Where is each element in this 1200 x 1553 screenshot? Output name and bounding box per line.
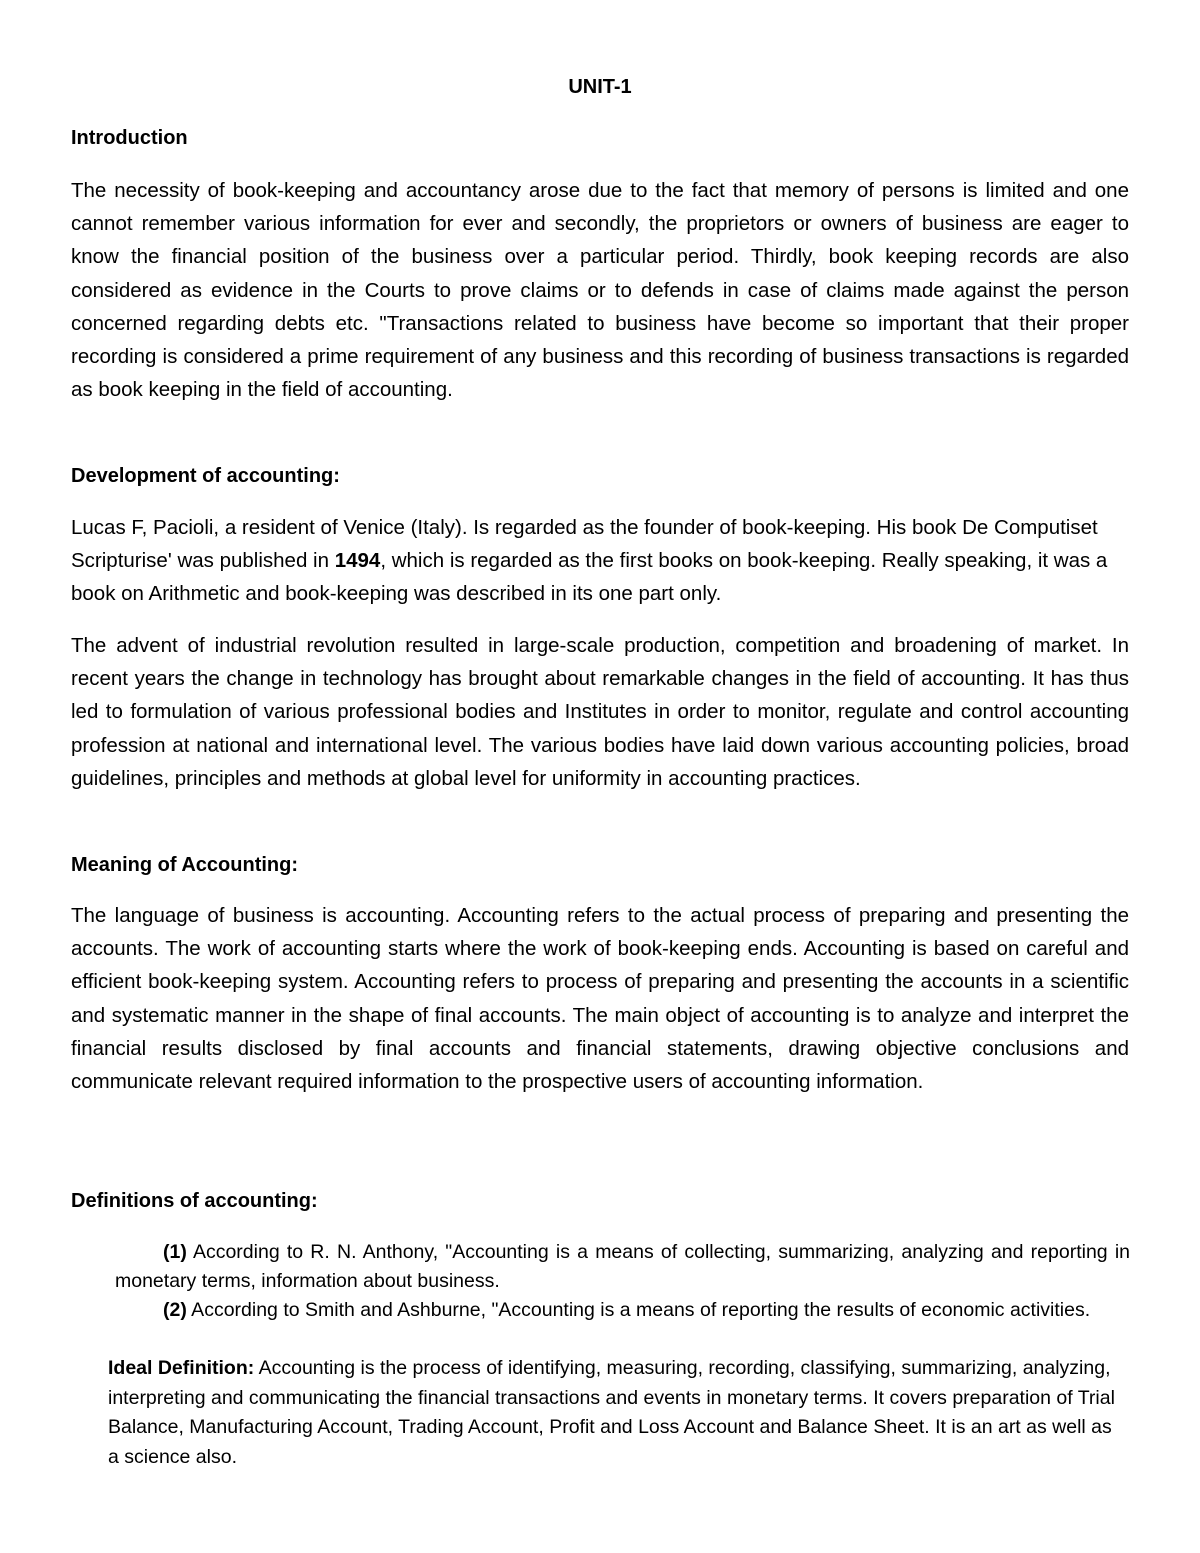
meaning-heading: Meaning of Accounting:	[71, 854, 299, 876]
development-paragraph-2: The advent of industrial revolution resulted in large-scale production, competition and broadening of market. In recent years the change in technology has brought about remarkable changes in the field of accounting. It has thus led to formulation of various professional bodies and Institutes in order to monitor, regulate and control accounting profession at national and international level. The various bodies have laid down various accounting policies, broad guidelines, principles and methods at global level for uniformity in accounting practices.	[71, 634, 1129, 790]
definition-number-1: (1)	[163, 1241, 187, 1263]
definition-number-2: (2)	[163, 1299, 187, 1321]
definition-text-2: According to Smith and Ashburne, "Accounting is a means of reporting the results of economic activities.	[186, 1299, 1091, 1321]
ideal-definition-text: Accounting is the process of identifying, measuring, recording, classifying, summarizing, analyzing, interpreting and communicating the financial transactions and events in monetary terms. It covers preparation of Trial Balance, Manufacturing Account, Trading Account, Profit and Loss Account and Balance Sheet. It is an art as well as a science also.	[108, 1357, 1115, 1468]
definition-item-1	[115, 1238, 1130, 1296]
introduction-paragraph: The necessity of book-keeping and accountancy arose due to the fact that memory of persons is limited and one cannot remember various information for ever and secondly, the proprietors or owners of business are eager to know the financial position of the business over a particular period. Thirdly, book keeping records are also considered as evidence in the Courts to prove claims or to defends in case of claims made against the person concerned regarding debts etc. "Transactions related to business have become so important that their proper recording is considered a prime requirement of any business and this recording of business transactions is regarded as book keeping in the field of accounting.	[71, 179, 1129, 402]
ideal-definition-label: Ideal Definition:	[108, 1357, 255, 1379]
development-paragraph-1	[71, 511, 1129, 611]
definition-item-2	[115, 1296, 1130, 1325]
introduction-heading: Introduction	[71, 127, 188, 149]
meaning-paragraph: The language of business is accounting. Accounting refers to the actual process of preparing and presenting the accounts. The work of accounting starts where the work of book-keeping ends. Accounting is based on careful and efficient book-keeping system. Accounting refers to process of preparing and presenting the accounts in a scientific and systematic manner in the shape of final accounts. The main object of accounting is to analyze and interpret the financial results disclosed by final accounts and financial statements, drawing objective conclusions and communicate relevant required information to the prospective users of accounting information.	[71, 904, 1129, 1094]
ideal-definition	[108, 1354, 1118, 1472]
document-title: UNIT-1	[568, 76, 632, 98]
development-heading: Development of accounting:	[71, 465, 340, 487]
definition-text-1: According to R. N. Anthony, "Accounting is a means of collecting, summarizing, analyzing and reporting in monetary terms, information about business.	[115, 1241, 1130, 1292]
development-paragraph-1-text-a: Lucas F, Pacioli, a resident of Venice (Italy). Is regarded as the founder of book-keeping. His book De Computiset Scripturise' was published in	[71, 516, 1098, 573]
development-paragraph-1-text-b: , which is regarded as the first books on book-keeping. Really speaking, it was a book on Arithmetic and book-keeping was described in its one part only.	[71, 549, 1108, 606]
definitions-heading: Definitions of accounting:	[71, 1190, 318, 1212]
development-year: 1494	[334, 549, 381, 573]
